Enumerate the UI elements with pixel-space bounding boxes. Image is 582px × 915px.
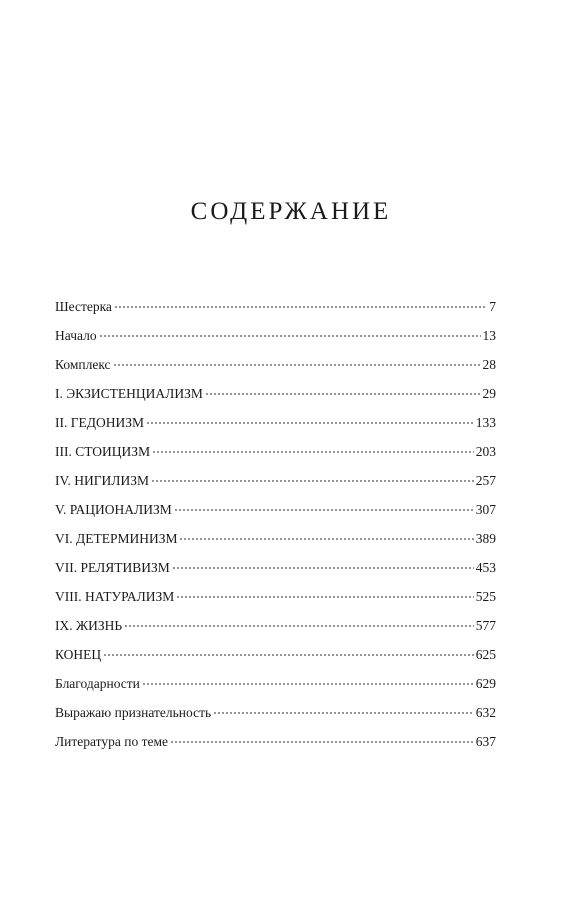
toc-entry-label: КОНЕЦ xyxy=(55,647,102,662)
toc-entry-label: Начало xyxy=(55,328,97,343)
toc-entry-page: 28 xyxy=(482,357,496,372)
dot-leader xyxy=(99,324,481,338)
toc-entry-page: 257 xyxy=(475,473,496,488)
toc-entry-label: V. РАЦИОНАЛИЗМ xyxy=(55,502,172,517)
toc-entry xyxy=(55,558,496,587)
toc-entry-label: Шестерка xyxy=(55,299,112,314)
toc-entry-label: Комплекс xyxy=(55,357,111,372)
toc-entry-page: 629 xyxy=(475,676,496,691)
toc-entry-page: 203 xyxy=(475,444,496,459)
toc-entry-page: 453 xyxy=(475,560,496,575)
toc-entry-page: 307 xyxy=(475,502,496,517)
toc-entry xyxy=(55,732,496,761)
toc-entry-label: Литература по теме xyxy=(55,734,169,749)
dot-leader xyxy=(151,469,474,483)
toc-entry-label: Выражаю признательность xyxy=(55,705,212,720)
toc-entry-page: 389 xyxy=(475,531,496,546)
toc-entry-page: 7 xyxy=(489,299,496,314)
toc-entry xyxy=(55,297,496,326)
toc-entry xyxy=(55,413,496,442)
toc-entry-label: Благодарности xyxy=(55,676,140,691)
toc-entry xyxy=(55,500,496,529)
toc-entry xyxy=(55,529,496,558)
dot-leader xyxy=(113,353,481,367)
dot-leader xyxy=(152,440,474,454)
toc-entry xyxy=(55,355,496,384)
toc-entry xyxy=(55,384,496,413)
dot-leader xyxy=(179,527,473,541)
toc-entry-label: VIII. НАТУРАЛИЗМ xyxy=(55,589,175,604)
dot-leader xyxy=(170,730,474,744)
toc-entry-page: 13 xyxy=(482,328,496,343)
dot-leader xyxy=(174,498,474,512)
toc-entry-page: 625 xyxy=(475,647,496,662)
toc-entry-label: VII. РЕЛЯТИВИЗМ xyxy=(55,560,170,575)
toc-entry xyxy=(55,703,496,732)
dot-leader xyxy=(205,382,481,396)
dot-leader xyxy=(142,672,474,686)
dot-leader xyxy=(124,614,474,628)
toc-entry-page: 525 xyxy=(475,589,496,604)
toc-entry xyxy=(55,326,496,355)
dot-leader xyxy=(114,295,487,309)
table-of-contents xyxy=(55,297,496,761)
toc-entry-page: 29 xyxy=(482,386,496,401)
toc-entry xyxy=(55,674,496,703)
toc-entry-label: IV. НИГИЛИЗМ xyxy=(55,473,149,488)
toc-entry-label: III. СТОИЦИЗМ xyxy=(55,444,151,459)
toc-entry-label: II. ГЕДОНИЗМ xyxy=(55,415,145,430)
dot-leader xyxy=(146,411,474,425)
dot-leader xyxy=(176,585,473,599)
dot-leader xyxy=(172,556,474,570)
toc-entry-page: 637 xyxy=(475,734,496,749)
toc-entry-label: IX. ЖИЗНЬ xyxy=(55,618,123,633)
toc-entry xyxy=(55,645,496,674)
toc-entry xyxy=(55,587,496,616)
page-title: СОДЕРЖАНИЕ xyxy=(190,198,392,225)
toc-entry-label: I. ЭКЗИСТЕНЦИАЛИЗМ xyxy=(55,386,203,401)
dot-leader xyxy=(103,643,474,657)
toc-entry-page: 632 xyxy=(475,705,496,720)
toc-entry xyxy=(55,471,496,500)
toc-entry xyxy=(55,616,496,645)
toc-entry-page: 133 xyxy=(475,415,496,430)
toc-entry xyxy=(55,442,496,471)
dot-leader xyxy=(213,701,474,715)
toc-entry-page: 577 xyxy=(475,618,496,633)
toc-entry-label: VI. ДЕТЕРМИНИЗМ xyxy=(55,531,178,546)
